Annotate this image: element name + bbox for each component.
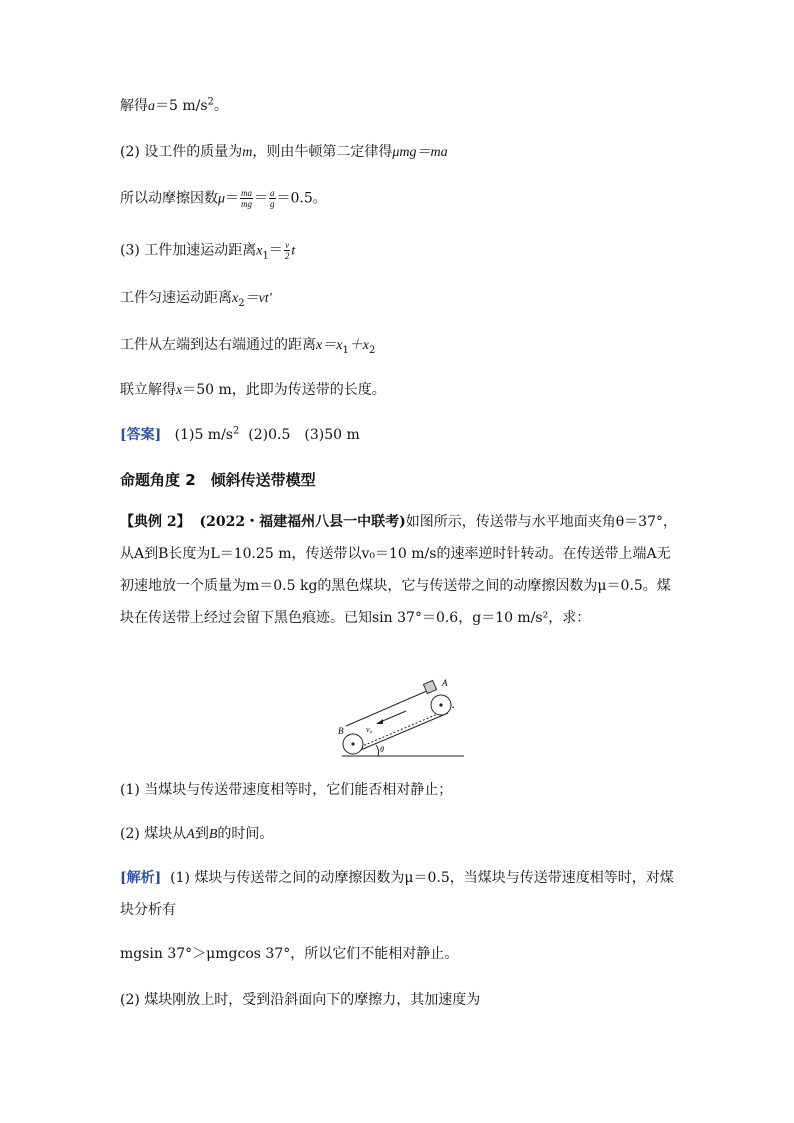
- text: ＝: [268, 242, 283, 259]
- text: ＝50 m，此即为传送带的长度。: [182, 382, 386, 398]
- text: 的时间。: [217, 826, 274, 842]
- pulley-a-center: [439, 703, 442, 706]
- angle-arc: [376, 745, 379, 756]
- solution-line-mass: [120, 142, 448, 163]
- equation: ＝vt′: [244, 291, 272, 306]
- fraction: [284, 240, 291, 261]
- fraction: [240, 188, 253, 209]
- subscript: 1: [262, 250, 269, 262]
- text: ＝: [225, 190, 240, 207]
- question-1: (1) 当煤块与传送带速度相等时，它们能否相对静止；: [120, 782, 453, 798]
- text: 联立解得: [120, 382, 176, 398]
- var-a: A: [186, 827, 195, 842]
- example-text: 如图所示，传送带与水平地面夹角θ＝37°，从A到B长度为L＝10.25 m，传送带以v₀＝10 m/s的速率逆时针转动。在传送带上端A无初速地放一个质量为m＝0.5 kg的黑色煤块，它与传送带之间的动摩擦因数为μ＝0.5。煤块在传送带上经过会留下黑色痕迹。已知sin 37°＝0.6，g＝10 m/s²，求：: [120, 514, 677, 626]
- analysis-tag: [解析]: [120, 870, 162, 886]
- text: 所以动摩擦因数: [120, 190, 218, 207]
- text: 工件匀速运动距离: [120, 290, 232, 306]
- var-a: a: [148, 99, 155, 114]
- numerator: ma: [241, 188, 253, 198]
- numerator: a: [270, 188, 275, 198]
- var-t: t: [291, 243, 296, 259]
- analysis-part2: (2) 煤块刚放上时，受到沿斜面向下的摩擦力，其加速度为: [120, 992, 481, 1008]
- text: ＝5 m/s: [155, 98, 208, 114]
- text: 。: [213, 98, 228, 114]
- label-theta: θ: [380, 745, 384, 754]
- denominator: mg: [241, 199, 253, 209]
- solution-line-accel-distance: [120, 240, 295, 262]
- subscript: 2: [369, 344, 376, 356]
- belt-top: [346, 687, 436, 726]
- subscript: 1: [342, 344, 349, 356]
- label-v0: v₀: [366, 725, 373, 734]
- solution-line-total-distance: [120, 335, 375, 356]
- analysis-text: (1) 煤块与传送带之间的动摩擦因数为μ＝0.5，当煤块与传送带速度相等时，对煤块分析有: [120, 870, 674, 918]
- label-b: B: [338, 726, 344, 736]
- text: (2) 煤块从: [120, 826, 187, 842]
- text: (3) 工件加速运动距离: [120, 242, 257, 259]
- pulley-b-center: [351, 742, 354, 745]
- example-paragraph: [120, 506, 682, 634]
- exponent: 2: [207, 96, 214, 108]
- text: 工件从左端到达右端通过的距离: [120, 337, 316, 353]
- var-x: x: [256, 243, 263, 259]
- var-x: x: [176, 383, 183, 398]
- section-heading: 命题角度 2 倾斜传送带模型: [120, 471, 316, 489]
- var-mu: μ: [218, 191, 226, 207]
- denominator: 2: [284, 251, 290, 261]
- analysis-paragraph: [120, 862, 682, 926]
- var-m: m: [242, 145, 253, 160]
- analysis-inequality: mgsin 37°＞μmgcos 37°，所以它们不能相对静止。: [120, 946, 459, 962]
- conveyor-belt-diagram: [336, 676, 468, 760]
- text: ＝0.5。: [276, 190, 327, 207]
- denominator: g: [270, 199, 275, 209]
- text: ，则由牛顿第二定律得: [252, 144, 393, 160]
- solution-line-accel: [120, 96, 228, 117]
- equation: ＋x: [348, 338, 370, 353]
- text: ＝: [254, 190, 269, 207]
- equation: μmg＝ma: [392, 145, 448, 160]
- label-a: A: [442, 678, 448, 688]
- var-x: x: [232, 291, 239, 306]
- text: 解得: [120, 98, 148, 114]
- example-tag: 【典例 2】: [120, 514, 191, 530]
- example-source: (2022・福建福州八县一中联考): [199, 514, 406, 530]
- fraction: [269, 188, 276, 209]
- question-2: [120, 824, 273, 845]
- numerator: v: [285, 240, 290, 250]
- text: (2) 设工件的质量为: [120, 144, 243, 160]
- answer-text: (1)5 m/s: [174, 427, 233, 443]
- arrow-head: [376, 719, 383, 724]
- solution-line-uniform-distance: [120, 288, 272, 309]
- solution-line-conclusion: [120, 380, 386, 401]
- answer-tag: [答案]: [120, 427, 162, 443]
- subscript: 2: [238, 297, 245, 309]
- equation: x＝x: [316, 338, 343, 353]
- var-b: B: [208, 827, 218, 842]
- solution-line-friction-coef: [120, 188, 327, 210]
- answer-text: (2)0.5 (3)50 m: [248, 427, 360, 443]
- text: 到: [194, 826, 209, 842]
- answer-line: [120, 425, 360, 445]
- exponent: 2: [232, 425, 240, 437]
